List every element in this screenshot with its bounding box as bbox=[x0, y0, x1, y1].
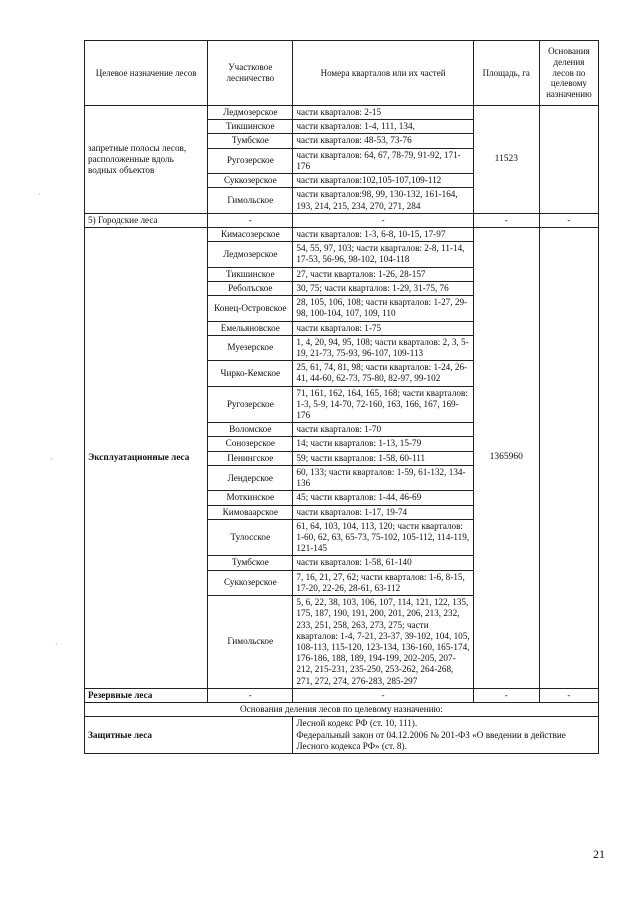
exploit-forestry: Пенингское bbox=[208, 451, 293, 465]
header-area: Площадь, га bbox=[473, 41, 539, 106]
exploit-quarters: 45; части кварталов: 1-44, 46-69 bbox=[293, 491, 473, 505]
header-basis: Основания деления лесов по целевому назначению bbox=[539, 41, 598, 106]
table-header-row bbox=[85, 41, 599, 106]
protective-basis-line-1: Лесной кодекс РФ (ст. 10, 111). bbox=[296, 718, 418, 729]
header-forestry: Участковое лесничество bbox=[208, 41, 293, 106]
page-number: 21 bbox=[593, 847, 605, 861]
reserve-forests-row bbox=[85, 688, 599, 702]
exploit-forestry: Кимасозерское bbox=[208, 227, 293, 241]
exploit-forestry: Воломское bbox=[208, 423, 293, 437]
scan-speck: · bbox=[50, 455, 53, 464]
city-forests-basis: - bbox=[539, 213, 598, 227]
exploit-forestry: Реболъское bbox=[208, 281, 293, 295]
exploit-quarters: части кварталов: 1-58, 61-140 bbox=[293, 556, 473, 570]
exploit-quarters: 59; части кварталов: 1-58, 60-111 bbox=[293, 451, 473, 465]
exploit-forestry: Лендерское bbox=[208, 465, 293, 490]
exploit-row bbox=[85, 227, 599, 241]
exploit-forestry: Кимоваарское bbox=[208, 505, 293, 519]
exploit-quarters: 1, 4, 20, 94, 95, 108; части кварталов: 2, 3, 5-19, 21-73, 75-93, 96-107, 109-113 bbox=[293, 335, 473, 360]
exploit-quarters: 71, 161, 162, 164, 165, 168; части кварталов: 1-3, 5-9, 14-70, 72-160, 163, 166, 167, 169-176 bbox=[293, 386, 473, 423]
reserve-forests-basis: - bbox=[539, 688, 598, 702]
exploit-forestry: Моткинское bbox=[208, 491, 293, 505]
zapret-forestry: Ругозерское bbox=[208, 148, 293, 173]
exploit-quarters: 28, 105, 106, 108; части кварталов: 1-27, 29-98, 100-104, 107, 109, 110 bbox=[293, 296, 473, 321]
exploit-forestry: Чирко-Кемское bbox=[208, 361, 293, 386]
zapret-basis bbox=[539, 106, 598, 214]
zapret-forestry: Ледмозерское bbox=[208, 106, 293, 120]
exploit-forestry: Тумбское bbox=[208, 556, 293, 570]
reserve-forests-label: Резервные леса bbox=[85, 688, 208, 702]
exploit-forestry: Ледмозерское bbox=[208, 242, 293, 267]
zapret-forestry: Тумбское bbox=[208, 134, 293, 148]
zapret-area: 11523 bbox=[473, 106, 539, 214]
header-quarters: Номера кварталов или их частей bbox=[293, 41, 473, 106]
zapret-quarters: части кварталов: 48-53, 73-76 bbox=[293, 134, 473, 148]
exploit-forestry: Ругозерское bbox=[208, 386, 293, 423]
exploit-quarters: части кварталов: 1-70 bbox=[293, 423, 473, 437]
exploit-section bbox=[85, 227, 599, 688]
exploit-quarters: 25, 61, 74, 81, 98; части кварталов: 1-24, 26-41, 44-60, 62-73, 75-80, 82-97, 99-102 bbox=[293, 361, 473, 386]
basis-title-row bbox=[85, 703, 599, 717]
reserve-forests-quarters: - bbox=[293, 688, 473, 702]
exploit-quarters: части кварталов: 1-3, 6-8, 10-15, 17-97 bbox=[293, 227, 473, 241]
city-forests-area: - bbox=[473, 213, 539, 227]
exploit-quarters: 5, 6, 22, 38, 103, 106, 107, 114, 121, 122, 135, 175, 187, 190, 191, 200, 201, 206, 213, 232, 233, 251, 258, 263, 273, 275; части кварталов: 1-4, 7-21, 23-37, 39-102, 104, 105, 108-113, 115-120, 123-134, 136-160, 165-174, 176-186, 188, 189, 194-199, 202-205, 207-212, 215-231, 235-250, 253-262, 264-268, 271, 272, 274, 276-283, 285-297 bbox=[293, 596, 473, 689]
zapret-purpose: запретные полосы лесов, расположенные вдоль водных объектов bbox=[85, 106, 208, 214]
forest-purpose-table bbox=[84, 40, 599, 754]
exploit-forestry: Конец-Островское bbox=[208, 296, 293, 321]
exploit-forestry: Тикшинское bbox=[208, 267, 293, 281]
protective-forests-basis bbox=[293, 717, 599, 754]
zapret-quarters: части кварталов: 64, 67, 78-79, 91-92, 171-176 bbox=[293, 148, 473, 173]
reserve-forests-area: - bbox=[473, 688, 539, 702]
zapret-forestry: Гимольское bbox=[208, 188, 293, 213]
protective-forests-label: Защитные леса bbox=[85, 717, 293, 754]
scan-speck: · bbox=[38, 190, 41, 199]
exploit-forestry: Сонозерское bbox=[208, 437, 293, 451]
zapret-quarters: части кварталов: 2-15 bbox=[293, 106, 473, 120]
zapret-quarters: части кварталов: 1-4, 111, 134, bbox=[293, 120, 473, 134]
exploit-purpose: Эксплуатационные леса bbox=[85, 227, 208, 688]
exploit-quarters: 7, 16, 21, 27, 62; части кварталов: 1-6, 8-15, 17-20, 22-26, 28-61, 63-112 bbox=[293, 570, 473, 595]
exploit-quarters: 30, 75; части кварталов: 1-29, 31-75, 76 bbox=[293, 281, 473, 295]
zapret-quarters: части кварталов:102,105-107,109-112 bbox=[293, 174, 473, 188]
protective-forests-row bbox=[85, 717, 599, 754]
exploit-area: 1365960 bbox=[473, 227, 539, 688]
exploit-quarters: 60, 133; части кварталов: 1-59, 61-132, 134-136 bbox=[293, 465, 473, 490]
scan-speck: · bbox=[55, 640, 58, 649]
basis-title: Основания деления лесов по целевому назначению: bbox=[85, 703, 599, 717]
exploit-quarters: 54, 55, 97, 103; части кварталов: 2-8, 11-14, 17-53, 56-96, 98-102, 104-118 bbox=[293, 242, 473, 267]
exploit-quarters: 27, части кварталов: 1-26, 28-157 bbox=[293, 267, 473, 281]
city-forests-forestry: - bbox=[208, 213, 293, 227]
exploit-quarters: 14; части кварталов: 1-13, 15-79 bbox=[293, 437, 473, 451]
city-forests-row bbox=[85, 213, 599, 227]
exploit-quarters: 61, 64, 103, 104, 113, 120; части кварталов: 1-60, 62, 63, 65-73, 75-102, 105-112, 114-119, 121-145 bbox=[293, 519, 473, 556]
city-forests-quarters: - bbox=[293, 213, 473, 227]
exploit-forestry: Муезерское bbox=[208, 335, 293, 360]
exploit-basis bbox=[539, 227, 598, 688]
exploit-forestry: Емельяновское bbox=[208, 321, 293, 335]
exploit-quarters: части кварталов: 1-75 bbox=[293, 321, 473, 335]
zapret-row bbox=[85, 106, 599, 120]
zapret-forestry: Суккозерское bbox=[208, 174, 293, 188]
city-forests-label: 5) Городские леса bbox=[85, 213, 208, 227]
exploit-forestry: Суккозерское bbox=[208, 570, 293, 595]
exploit-quarters: части кварталов: 1-17, 19-74 bbox=[293, 505, 473, 519]
zapret-section bbox=[85, 106, 599, 214]
zapret-quarters: части кварталов:98, 99, 130-132, 161-164, 193, 214, 215, 234, 270, 271, 284 bbox=[293, 188, 473, 213]
protective-basis-line-2: Федеральный закон от 04.12.2006 № 201-ФЗ «О введении в действие Лесного кодекса РФ» (ст. 8). bbox=[296, 729, 566, 751]
exploit-forestry: Тулосское bbox=[208, 519, 293, 556]
header-purpose: Целевое назначение лесов bbox=[85, 41, 208, 106]
exploit-forestry: Гимольское bbox=[208, 596, 293, 689]
reserve-forests-forestry: - bbox=[208, 688, 293, 702]
zapret-forestry: Тикшинское bbox=[208, 120, 293, 134]
